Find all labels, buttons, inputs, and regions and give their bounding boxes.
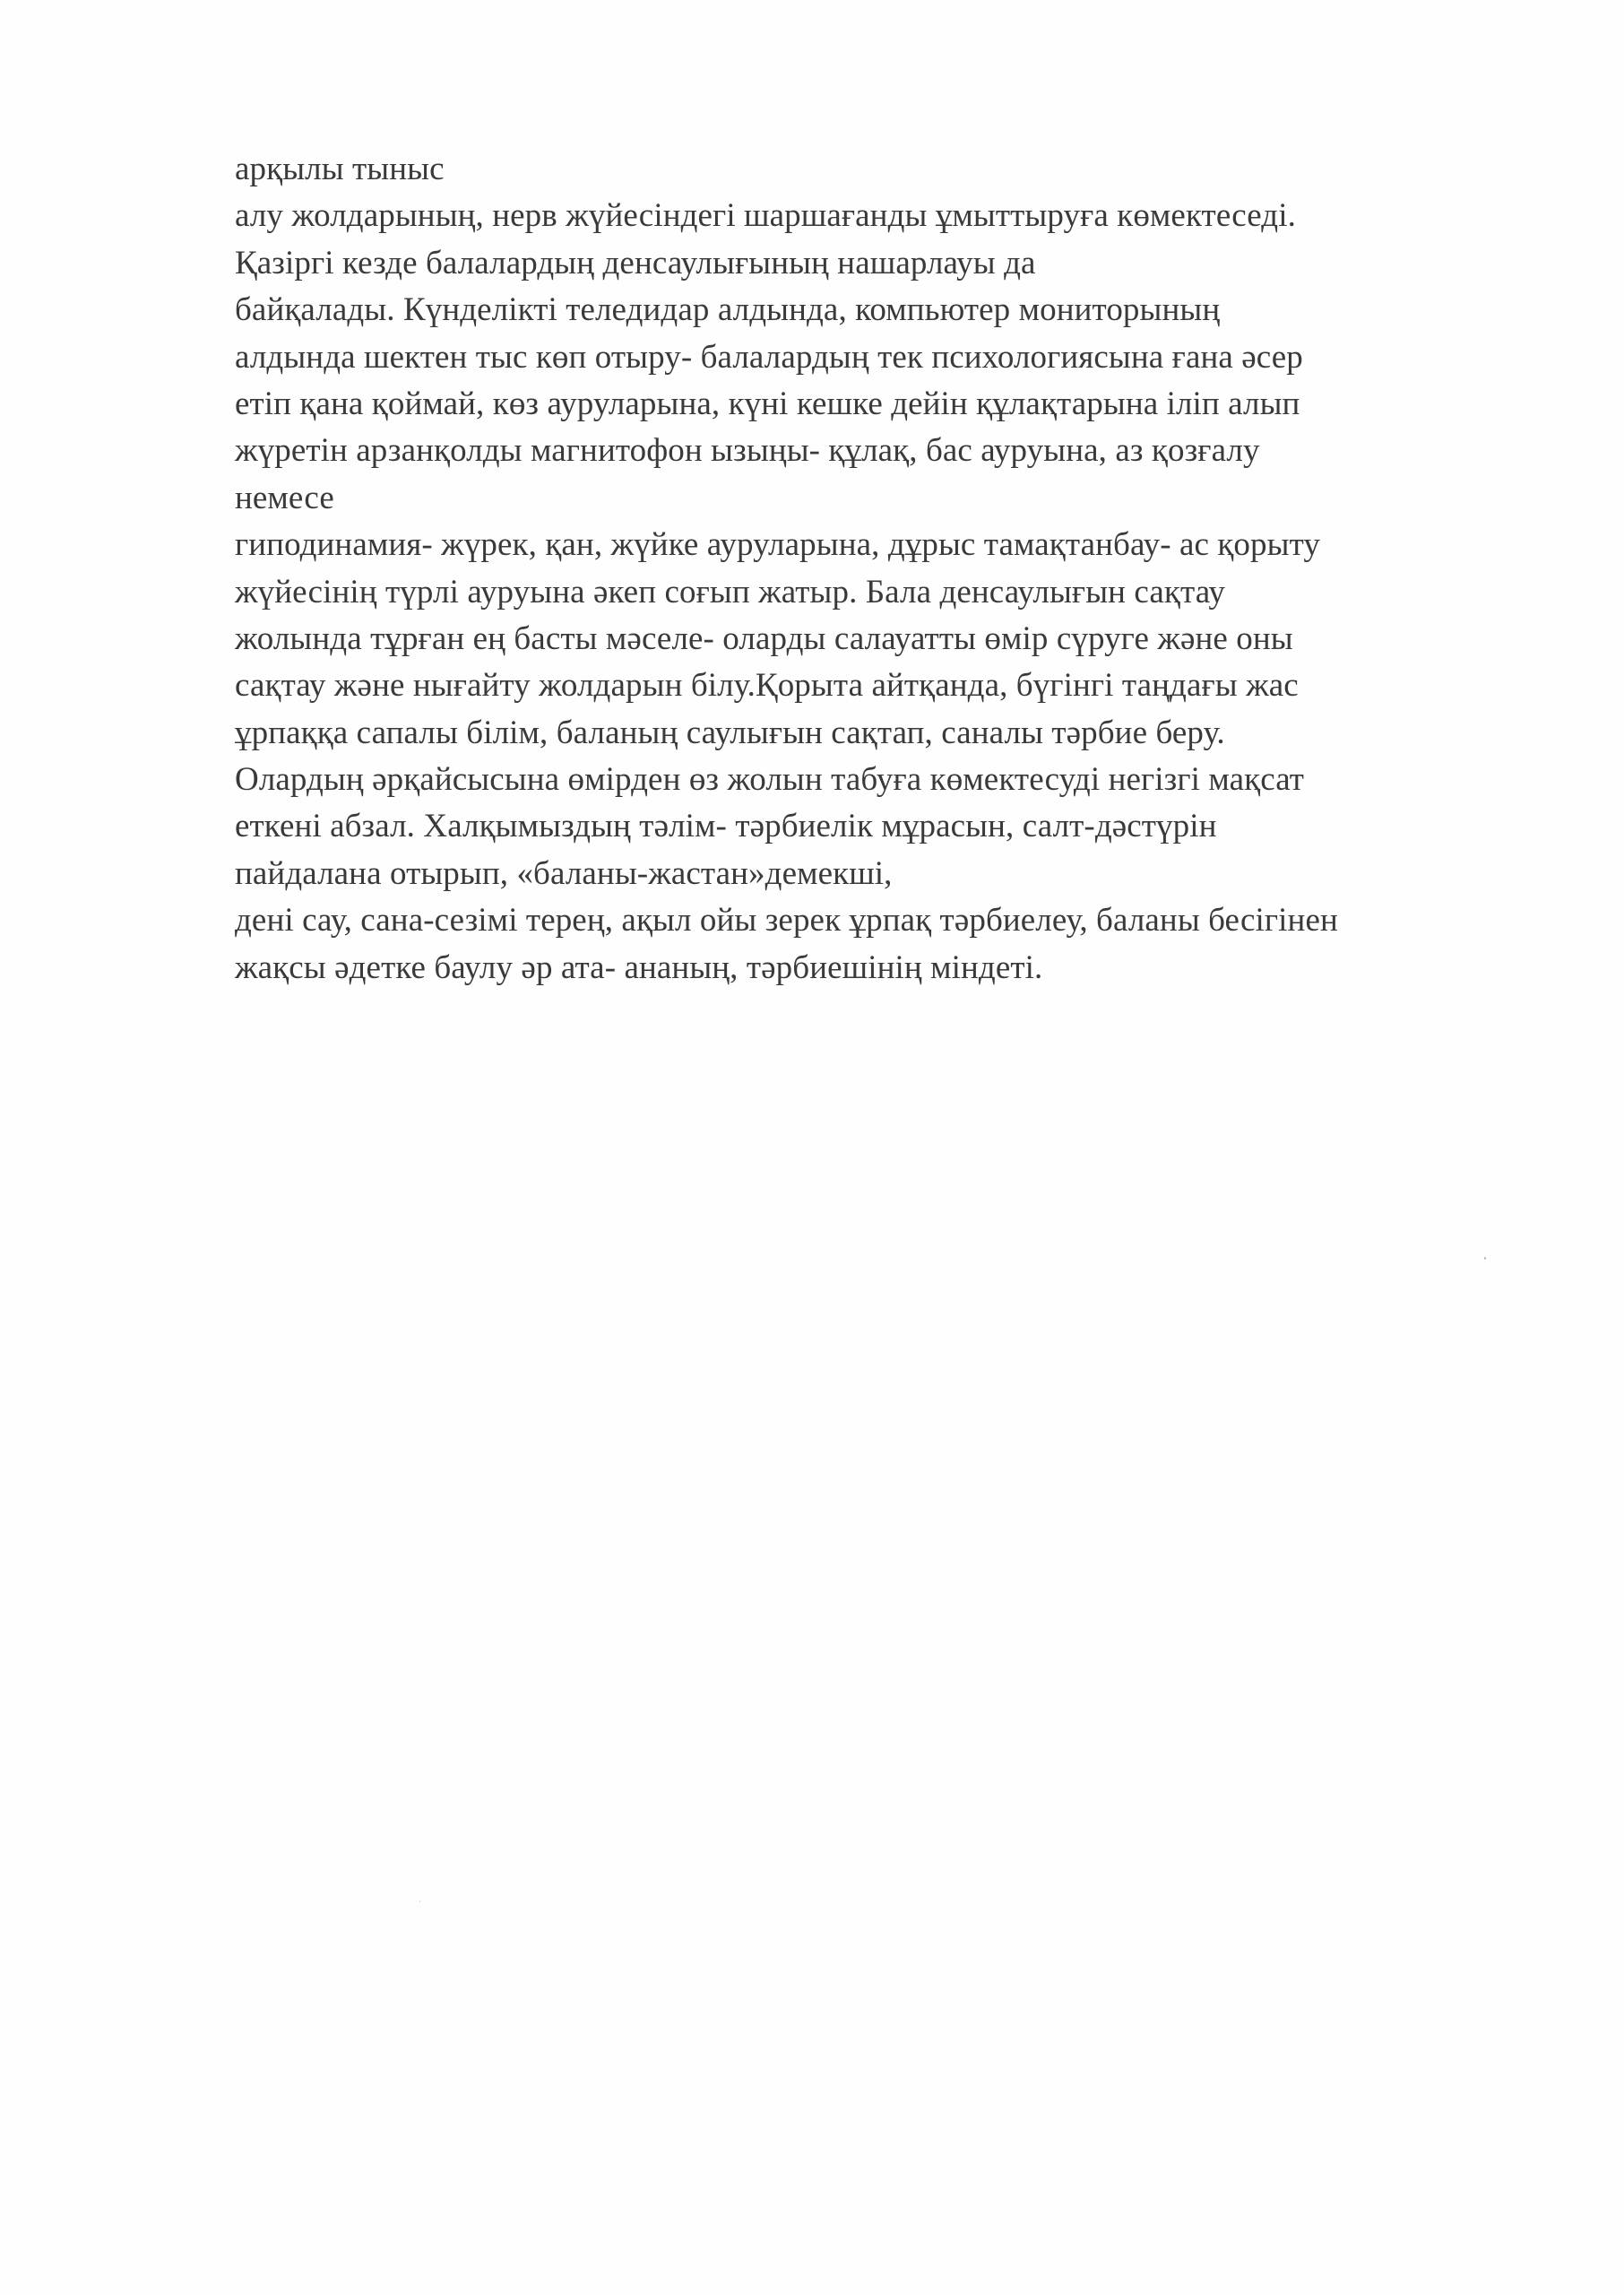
body-text	[235, 146, 1561, 992]
text-line: пайдалана отырып, «баланы-жастан»демекші,	[235, 854, 893, 892]
text-line: байқалады. Күнделікті теледидар алдында, компьютер мониторының	[235, 291, 1221, 329]
text-line: немесе	[235, 479, 334, 516]
text-line: сақтау және нығайту жолдарын білу.Қорыта айтқанда, бүгінгі таңдағы жас	[235, 667, 1299, 705]
text-line: алу жолдарының, нерв жүйесіндегі шаршағанды ұмыттыруға көмектеседі.	[235, 197, 1296, 235]
scan-speck	[419, 1901, 420, 1902]
text-line: жолында тұрған ең басты мәселе- оларды салауатты өмір сүруге және оны	[235, 619, 1293, 657]
text-line: Олардың әрқайсысына өмірден өз жолын табуға көмектесуді негізгі мақсат	[235, 761, 1305, 799]
text-line: жүретін арзанқолды магнитофон ызыңы- құлақ, бас ауруына, аз қозғалу	[235, 432, 1260, 470]
text-line: алдында шектен тыс көп отыру- балалардың тек психологиясына ғана әсер	[235, 338, 1303, 376]
text-line: жүйесінің түрлі ауруына әкеп соғып жатыр. Бала денсаулығын сақтау	[235, 573, 1225, 611]
text-line: еткені абзал. Халқымыздың тәлім- тәрбиелік мұрасын, салт-дәстүрін	[235, 808, 1217, 845]
text-line: гиподинамия- жүрек, қан, жүйке ауруларына, дұрыс тамақтанбау- ас қорыту	[235, 526, 1320, 564]
scan-speck	[1484, 1257, 1486, 1260]
text-line: етіп қана қоймай, көз ауруларына, күні кешке дейін құлақтарына іліп алып	[235, 385, 1300, 422]
text-line: дені сау, сана-сезімі терең, ақыл ойы зерек ұрпақ тәрбиелеу, баланы бесігінен	[235, 902, 1338, 940]
text-line: ұрпаққа сапалы білім, баланың саулығын сақтап, саналы тәрбие беру.	[235, 714, 1225, 751]
text-line: Қазіргі кезде балалардың денсаулығының нашарлауы да	[235, 244, 1036, 281]
text-line: жақсы әдетке баулу әр ата- ананың, тәрбиешінің міндеті.	[235, 948, 1043, 986]
text-line: арқылы тыныс	[235, 151, 445, 187]
